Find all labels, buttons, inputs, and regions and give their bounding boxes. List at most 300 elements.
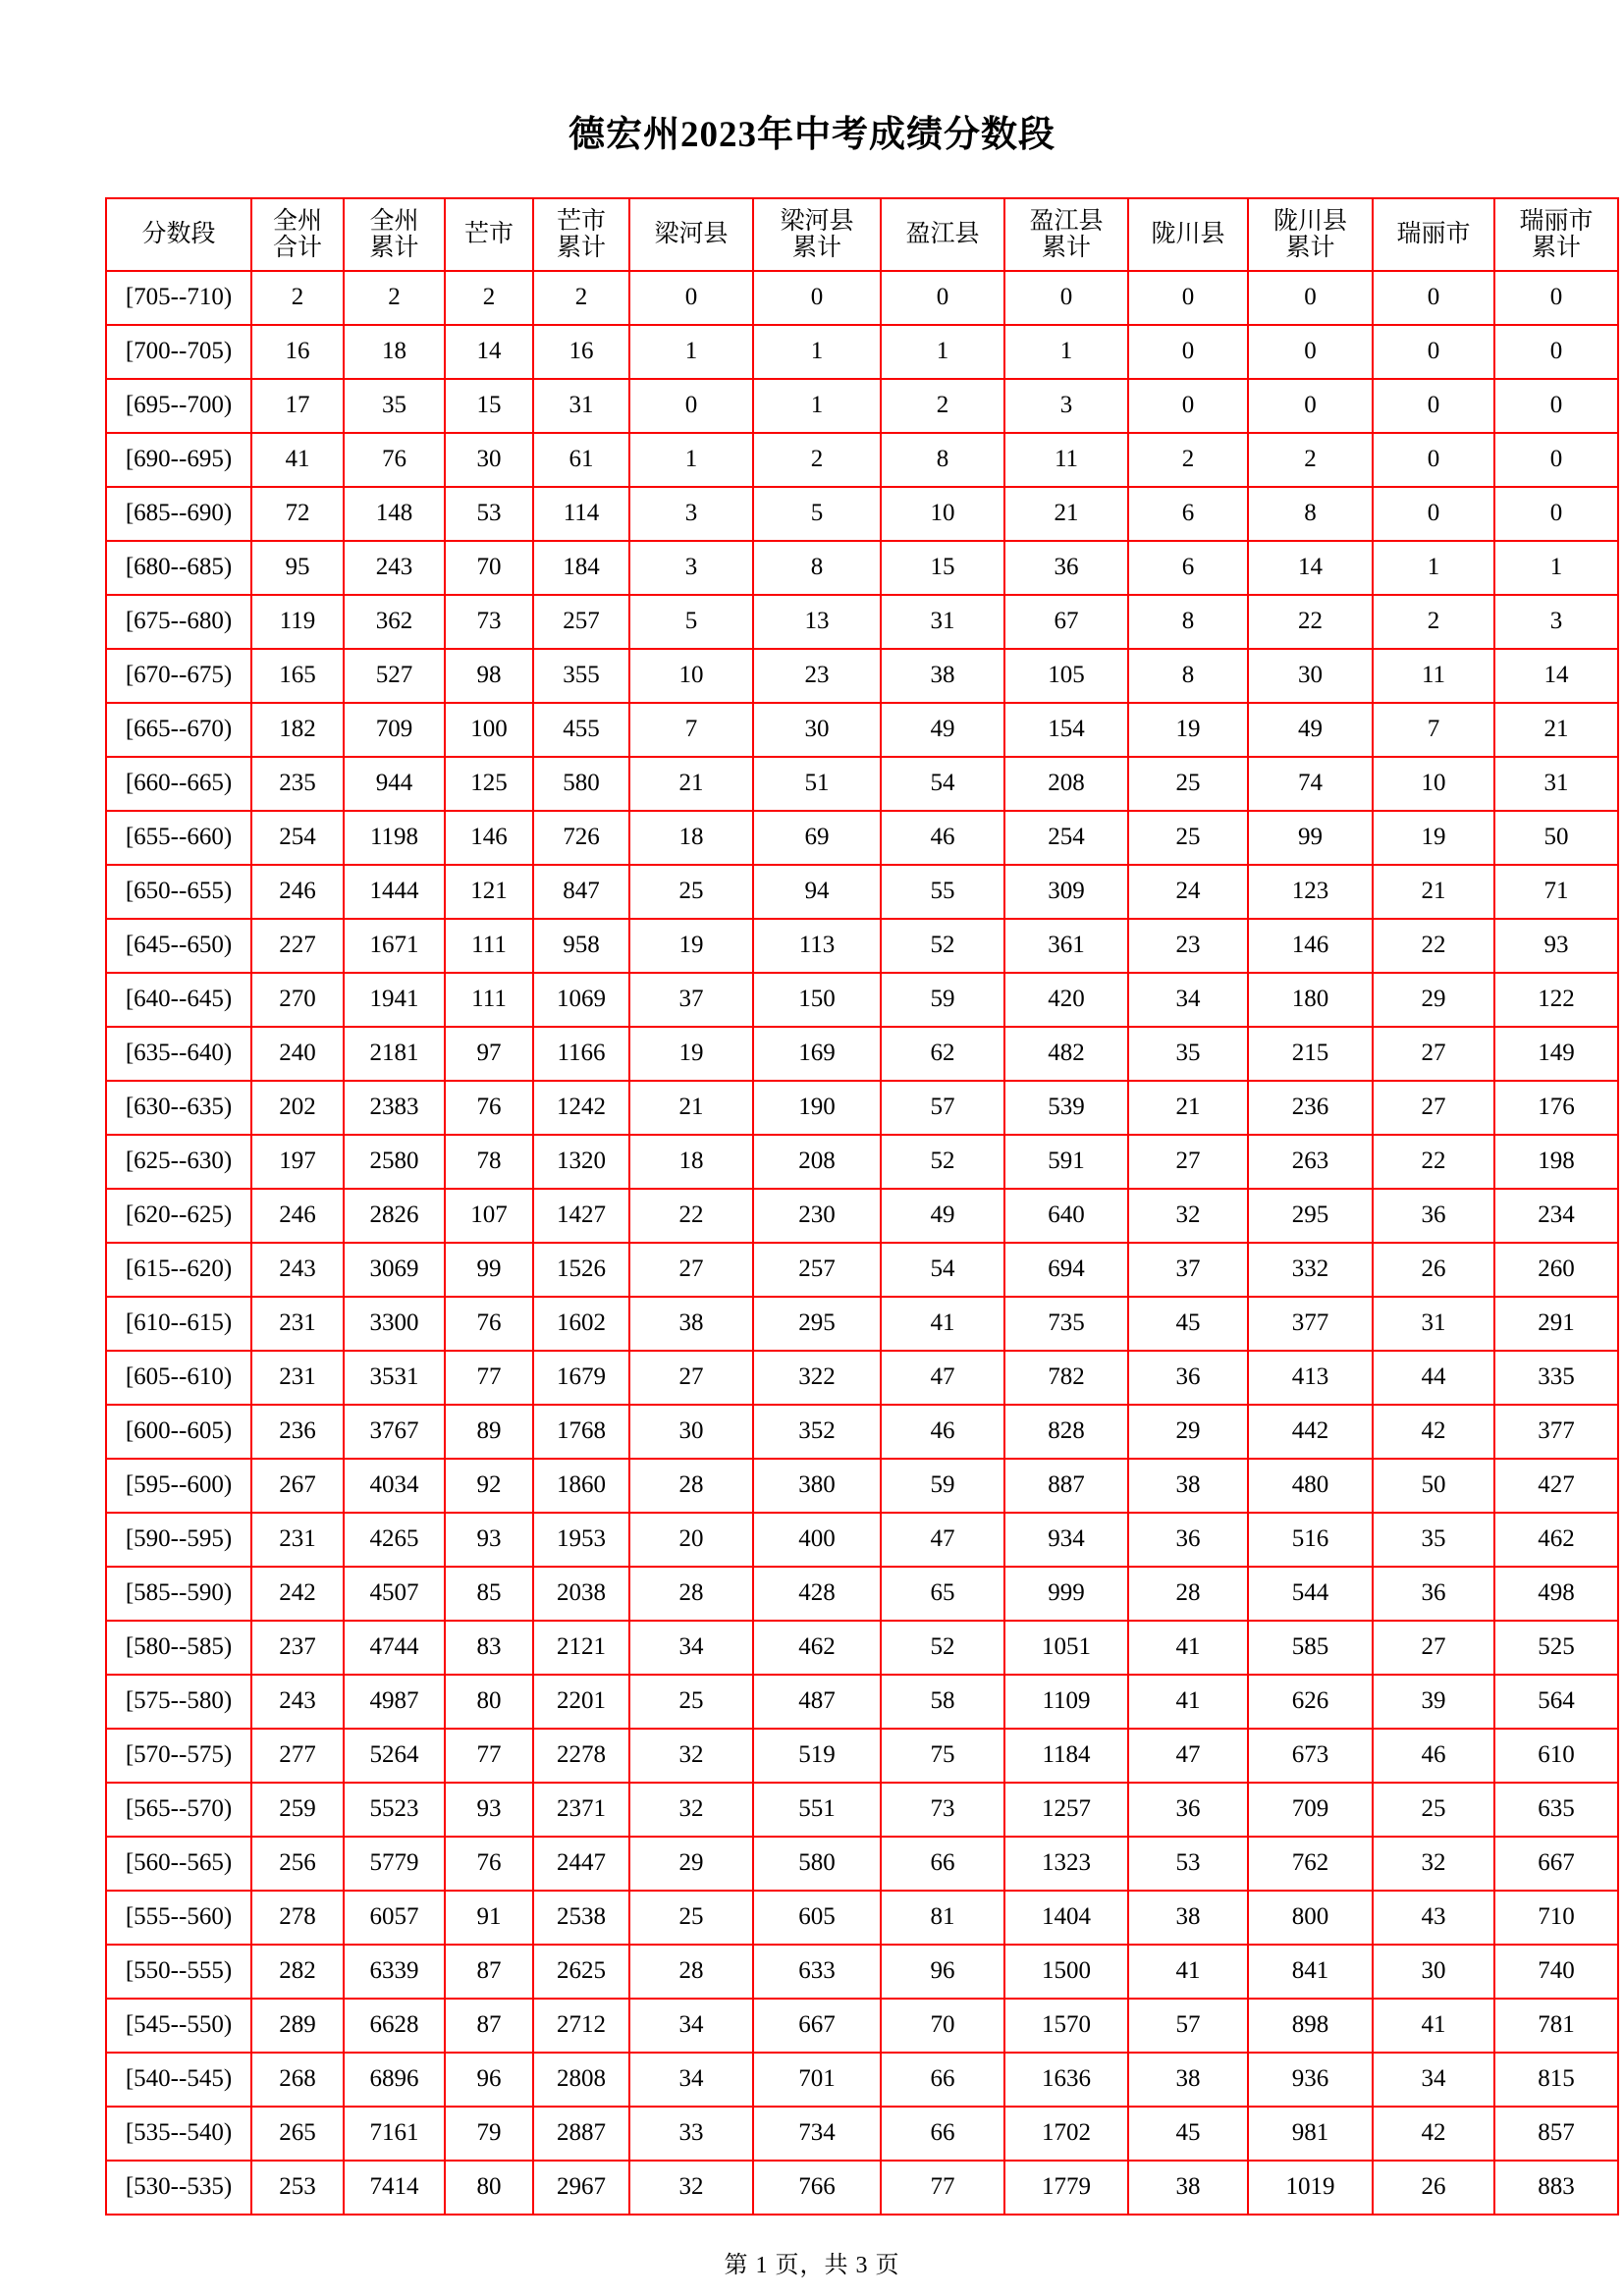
data-cell: 709 <box>344 703 445 757</box>
data-cell: 31 <box>1373 1297 1494 1351</box>
data-cell: 242 <box>251 1567 344 1621</box>
data-cell: 107 <box>445 1189 533 1243</box>
data-cell: 32 <box>629 1783 753 1837</box>
data-cell: 1 <box>753 325 881 379</box>
data-cell: 87 <box>445 1999 533 2053</box>
data-cell: 22 <box>1248 595 1373 649</box>
data-cell: 10 <box>629 649 753 703</box>
data-cell: 282 <box>251 1945 344 1999</box>
data-cell: 462 <box>753 1621 881 1675</box>
data-cell: 8 <box>881 433 1004 487</box>
data-cell: 1257 <box>1004 1783 1128 1837</box>
data-cell: 197 <box>251 1135 344 1189</box>
data-cell: 19 <box>629 919 753 973</box>
data-cell: 0 <box>1373 325 1494 379</box>
data-cell: 5 <box>753 487 881 541</box>
data-cell: 482 <box>1004 1027 1128 1081</box>
table-row <box>106 1999 1618 2053</box>
data-cell: 34 <box>629 2053 753 2107</box>
table-row <box>106 1621 1618 1675</box>
data-cell: 57 <box>881 1081 1004 1135</box>
table-row <box>106 2161 1618 2215</box>
data-cell: 2887 <box>533 2107 629 2161</box>
column-header-10 <box>1248 198 1373 271</box>
score-range-cell: [630--635) <box>106 1081 251 1135</box>
column-header-3 <box>445 198 533 271</box>
data-cell: 111 <box>445 919 533 973</box>
score-range-cell: [580--585) <box>106 1621 251 1675</box>
data-cell: 70 <box>445 541 533 595</box>
data-cell: 45 <box>1128 2107 1248 2161</box>
data-cell: 15 <box>445 379 533 433</box>
data-cell: 35 <box>344 379 445 433</box>
data-cell: 6896 <box>344 2053 445 2107</box>
score-range-cell: [640--645) <box>106 973 251 1027</box>
data-cell: 78 <box>445 1135 533 1189</box>
data-cell: 0 <box>1494 487 1618 541</box>
score-range-cell: [565--570) <box>106 1783 251 1837</box>
data-cell: 231 <box>251 1351 344 1405</box>
data-cell: 39 <box>1373 1675 1494 1729</box>
data-cell: 5 <box>629 595 753 649</box>
score-range-cell: [675--680) <box>106 595 251 649</box>
score-range-cell: [590--595) <box>106 1513 251 1567</box>
data-cell: 38 <box>881 649 1004 703</box>
column-header-1 <box>251 198 344 271</box>
data-cell: 29 <box>1373 973 1494 1027</box>
data-cell: 766 <box>753 2161 881 2215</box>
data-cell: 46 <box>1373 1729 1494 1783</box>
data-cell: 322 <box>753 1351 881 1405</box>
table-row <box>106 2107 1618 2161</box>
data-cell: 1570 <box>1004 1999 1128 2053</box>
column-header-line: 芒市 <box>556 207 606 235</box>
data-cell: 150 <box>753 973 881 1027</box>
data-cell: 52 <box>881 919 1004 973</box>
data-cell: 1184 <box>1004 1729 1128 1783</box>
data-cell: 1 <box>1373 541 1494 595</box>
data-cell: 208 <box>753 1135 881 1189</box>
data-cell: 231 <box>251 1513 344 1567</box>
data-cell: 182 <box>251 703 344 757</box>
table-header <box>106 198 1618 271</box>
data-cell: 2 <box>251 271 344 325</box>
column-header-line: 累计 <box>1285 234 1335 261</box>
data-cell: 2712 <box>533 1999 629 2053</box>
data-cell: 36 <box>1128 1513 1248 1567</box>
score-range-cell: [560--565) <box>106 1837 251 1891</box>
data-cell: 41 <box>1128 1675 1248 1729</box>
data-cell: 0 <box>1373 487 1494 541</box>
data-cell: 36 <box>1128 1783 1248 1837</box>
data-cell: 2371 <box>533 1783 629 1837</box>
data-cell: 1166 <box>533 1027 629 1081</box>
data-cell: 46 <box>881 1405 1004 1459</box>
score-range-cell: [600--605) <box>106 1405 251 1459</box>
data-cell: 400 <box>753 1513 881 1567</box>
data-cell: 633 <box>753 1945 881 1999</box>
data-cell: 2278 <box>533 1729 629 1783</box>
data-cell: 667 <box>1494 1837 1618 1891</box>
data-cell: 1860 <box>533 1459 629 1513</box>
data-cell: 28 <box>1128 1567 1248 1621</box>
data-cell: 52 <box>881 1135 1004 1189</box>
data-cell: 999 <box>1004 1567 1128 1621</box>
data-cell: 35 <box>1128 1027 1248 1081</box>
data-cell: 25 <box>629 1675 753 1729</box>
data-cell: 53 <box>1128 1837 1248 1891</box>
data-cell: 246 <box>251 1189 344 1243</box>
data-cell: 62 <box>881 1027 1004 1081</box>
data-cell: 1602 <box>533 1297 629 1351</box>
data-cell: 41 <box>1128 1945 1248 1999</box>
data-cell: 7 <box>1373 703 1494 757</box>
data-cell: 0 <box>1128 271 1248 325</box>
data-cell: 37 <box>1128 1243 1248 1297</box>
data-cell: 710 <box>1494 1891 1618 1945</box>
table-row <box>106 1135 1618 1189</box>
data-cell: 8 <box>753 541 881 595</box>
column-header-line: 合计 <box>272 234 322 261</box>
data-cell: 1198 <box>344 811 445 865</box>
data-cell: 66 <box>881 2053 1004 2107</box>
data-cell: 1427 <box>533 1189 629 1243</box>
data-cell: 580 <box>533 757 629 811</box>
data-cell: 413 <box>1248 1351 1373 1405</box>
data-cell: 93 <box>445 1513 533 1567</box>
data-cell: 32 <box>1128 1189 1248 1243</box>
data-cell: 34 <box>629 1621 753 1675</box>
data-cell: 77 <box>881 2161 1004 2215</box>
data-cell: 734 <box>753 2107 881 2161</box>
data-cell: 100 <box>445 703 533 757</box>
data-cell: 635 <box>1494 1783 1618 1837</box>
data-cell: 2826 <box>344 1189 445 1243</box>
data-cell: 420 <box>1004 973 1128 1027</box>
data-cell: 57 <box>1128 1999 1248 2053</box>
data-cell: 81 <box>881 1891 1004 1945</box>
data-cell: 98 <box>445 649 533 703</box>
data-cell: 25 <box>1128 757 1248 811</box>
data-cell: 828 <box>1004 1405 1128 1459</box>
data-cell: 1768 <box>533 1405 629 1459</box>
data-cell: 74 <box>1248 757 1373 811</box>
score-distribution-table <box>105 197 1619 2216</box>
data-cell: 0 <box>1128 325 1248 379</box>
data-cell: 83 <box>445 1621 533 1675</box>
data-cell: 38 <box>1128 2161 1248 2215</box>
data-cell: 49 <box>881 703 1004 757</box>
data-cell: 21 <box>629 1081 753 1135</box>
data-cell: 944 <box>344 757 445 811</box>
data-cell: 208 <box>1004 757 1128 811</box>
data-cell: 610 <box>1494 1729 1618 1783</box>
data-cell: 97 <box>445 1027 533 1081</box>
column-header-line: 累计 <box>1531 234 1581 261</box>
data-cell: 0 <box>1494 271 1618 325</box>
data-cell: 3 <box>1494 595 1618 649</box>
data-cell: 270 <box>251 973 344 1027</box>
data-cell: 4507 <box>344 1567 445 1621</box>
data-cell: 77 <box>445 1351 533 1405</box>
data-cell: 16 <box>533 325 629 379</box>
data-cell: 77 <box>445 1729 533 1783</box>
column-header-2 <box>344 198 445 271</box>
data-cell: 41 <box>1373 1999 1494 2053</box>
table-row <box>106 433 1618 487</box>
data-cell: 0 <box>1128 379 1248 433</box>
data-cell: 13 <box>753 595 881 649</box>
data-cell: 898 <box>1248 1999 1373 2053</box>
data-cell: 0 <box>629 379 753 433</box>
score-range-cell: [545--550) <box>106 1999 251 2053</box>
data-cell: 11 <box>1373 649 1494 703</box>
table-row <box>106 1729 1618 1783</box>
data-cell: 18 <box>344 325 445 379</box>
data-cell: 27 <box>1373 1621 1494 1675</box>
data-cell: 934 <box>1004 1513 1128 1567</box>
data-cell: 47 <box>881 1351 1004 1405</box>
data-cell: 71 <box>1494 865 1618 919</box>
table-row <box>106 1675 1618 1729</box>
data-cell: 85 <box>445 1567 533 1621</box>
data-cell: 7414 <box>344 2161 445 2215</box>
data-cell: 564 <box>1494 1675 1618 1729</box>
data-cell: 42 <box>1373 1405 1494 1459</box>
column-header-line: 陇川县 <box>1151 221 1225 248</box>
data-cell: 31 <box>881 595 1004 649</box>
data-cell: 377 <box>1494 1405 1618 1459</box>
data-cell: 3069 <box>344 1243 445 1297</box>
data-cell: 295 <box>1248 1189 1373 1243</box>
data-cell: 34 <box>1128 973 1248 1027</box>
data-cell: 89 <box>445 1405 533 1459</box>
data-cell: 28 <box>629 1945 753 1999</box>
data-cell: 815 <box>1494 2053 1618 2107</box>
data-cell: 36 <box>1128 1351 1248 1405</box>
column-header-5 <box>629 198 753 271</box>
data-cell: 146 <box>445 811 533 865</box>
score-range-cell: [680--685) <box>106 541 251 595</box>
data-cell: 2 <box>1128 433 1248 487</box>
data-cell: 69 <box>753 811 881 865</box>
data-cell: 36 <box>1004 541 1128 595</box>
data-cell: 80 <box>445 1675 533 1729</box>
data-cell: 32 <box>629 2161 753 2215</box>
data-cell: 27 <box>1373 1081 1494 1135</box>
data-cell: 99 <box>445 1243 533 1297</box>
data-cell: 29 <box>1128 1405 1248 1459</box>
data-cell: 1941 <box>344 973 445 1027</box>
data-cell: 70 <box>881 1999 1004 2053</box>
data-cell: 19 <box>629 1027 753 1081</box>
table-header-row <box>106 198 1618 271</box>
score-range-cell: [605--610) <box>106 1351 251 1405</box>
data-cell: 295 <box>753 1297 881 1351</box>
data-cell: 235 <box>251 757 344 811</box>
data-cell: 58 <box>881 1675 1004 1729</box>
data-cell: 73 <box>445 595 533 649</box>
data-cell: 291 <box>1494 1297 1618 1351</box>
score-range-cell: [595--600) <box>106 1459 251 1513</box>
data-cell: 257 <box>753 1243 881 1297</box>
data-cell: 428 <box>753 1567 881 1621</box>
data-cell: 41 <box>1128 1621 1248 1675</box>
data-cell: 10 <box>1373 757 1494 811</box>
data-cell: 215 <box>1248 1027 1373 1081</box>
column-header-line: 全州 <box>272 207 322 235</box>
data-cell: 3 <box>1004 379 1128 433</box>
data-cell: 20 <box>629 1513 753 1567</box>
data-cell: 15 <box>881 541 1004 595</box>
data-cell: 14 <box>1248 541 1373 595</box>
data-cell: 22 <box>1373 1135 1494 1189</box>
table-row <box>106 865 1618 919</box>
data-cell: 1636 <box>1004 2053 1128 2107</box>
data-cell: 66 <box>881 2107 1004 2161</box>
data-cell: 4034 <box>344 1459 445 1513</box>
score-range-cell: [620--625) <box>106 1189 251 1243</box>
data-cell: 54 <box>881 1243 1004 1297</box>
score-range-cell: [660--665) <box>106 757 251 811</box>
data-cell: 361 <box>1004 919 1128 973</box>
data-cell: 30 <box>1373 1945 1494 1999</box>
column-header-line: 累计 <box>1041 234 1091 261</box>
column-header-line: 盈江县 <box>1029 207 1104 235</box>
data-cell: 1 <box>881 325 1004 379</box>
data-cell: 23 <box>1128 919 1248 973</box>
data-cell: 462 <box>1494 1513 1618 1567</box>
data-cell: 35 <box>1373 1513 1494 1567</box>
data-cell: 455 <box>533 703 629 757</box>
data-cell: 591 <box>1004 1135 1128 1189</box>
score-range-cell: [650--655) <box>106 865 251 919</box>
data-cell: 198 <box>1494 1135 1618 1189</box>
data-cell: 1109 <box>1004 1675 1128 1729</box>
data-cell: 18 <box>629 811 753 865</box>
data-cell: 95 <box>251 541 344 595</box>
score-range-cell: [655--660) <box>106 811 251 865</box>
data-cell: 14 <box>445 325 533 379</box>
data-cell: 24 <box>1128 865 1248 919</box>
score-range-cell: [585--590) <box>106 1567 251 1621</box>
score-range-cell: [610--615) <box>106 1297 251 1351</box>
column-header-6 <box>753 198 881 271</box>
data-cell: 263 <box>1248 1135 1373 1189</box>
table-row <box>106 811 1618 865</box>
data-cell: 54 <box>881 757 1004 811</box>
data-cell: 2 <box>344 271 445 325</box>
data-cell: 93 <box>445 1783 533 1837</box>
column-header-line: 累计 <box>556 234 606 261</box>
data-cell: 260 <box>1494 1243 1618 1297</box>
data-cell: 268 <box>251 2053 344 2107</box>
data-cell: 176 <box>1494 1081 1618 1135</box>
data-cell: 114 <box>533 487 629 541</box>
data-cell: 27 <box>1128 1135 1248 1189</box>
data-cell: 1953 <box>533 1513 629 1567</box>
column-header-line: 梁河县 <box>654 221 729 248</box>
data-cell: 527 <box>344 649 445 703</box>
column-header-0 <box>106 198 251 271</box>
column-header-line: 累计 <box>791 234 841 261</box>
data-cell: 6339 <box>344 1945 445 1999</box>
score-range-cell: [530--535) <box>106 2161 251 2215</box>
table-row <box>106 541 1618 595</box>
data-cell: 75 <box>881 1729 1004 1783</box>
data-cell: 1500 <box>1004 1945 1128 1999</box>
data-cell: 38 <box>1128 1891 1248 1945</box>
data-cell: 958 <box>533 919 629 973</box>
data-cell: 30 <box>753 703 881 757</box>
data-cell: 2 <box>1248 433 1373 487</box>
data-cell: 519 <box>753 1729 881 1783</box>
page-footer: 第 1 页，共 3 页 <box>724 2252 900 2278</box>
data-cell: 1702 <box>1004 2107 1128 2161</box>
data-cell: 427 <box>1494 1459 1618 1513</box>
data-cell: 146 <box>1248 919 1373 973</box>
data-cell: 2808 <box>533 2053 629 2107</box>
data-cell: 66 <box>881 1837 1004 1891</box>
data-cell: 6 <box>1128 487 1248 541</box>
column-header-8 <box>1004 198 1128 271</box>
data-cell: 11 <box>1004 433 1128 487</box>
data-cell: 119 <box>251 595 344 649</box>
data-cell: 4744 <box>344 1621 445 1675</box>
score-range-cell: [625--630) <box>106 1135 251 1189</box>
table-body <box>106 271 1618 2215</box>
data-cell: 380 <box>753 1459 881 1513</box>
data-cell: 0 <box>753 271 881 325</box>
table-row <box>106 1243 1618 1297</box>
data-cell: 80 <box>445 2161 533 2215</box>
data-cell: 76 <box>445 1837 533 1891</box>
data-cell: 2 <box>445 271 533 325</box>
data-cell: 148 <box>344 487 445 541</box>
table-row <box>106 271 1618 325</box>
data-cell: 580 <box>753 1837 881 1891</box>
data-cell: 254 <box>251 811 344 865</box>
data-cell: 2625 <box>533 1945 629 1999</box>
data-cell: 16 <box>251 325 344 379</box>
table-row <box>106 1189 1618 1243</box>
data-cell: 21 <box>1004 487 1128 541</box>
data-cell: 65 <box>881 1567 1004 1621</box>
data-cell: 27 <box>629 1243 753 1297</box>
column-header-line: 分数段 <box>141 221 216 248</box>
data-cell: 5523 <box>344 1783 445 1837</box>
data-cell: 1671 <box>344 919 445 973</box>
data-cell: 25 <box>1373 1783 1494 1837</box>
data-cell: 122 <box>1494 973 1618 1027</box>
table-row <box>106 703 1618 757</box>
data-cell: 3531 <box>344 1351 445 1405</box>
data-cell: 8 <box>1128 595 1248 649</box>
data-cell: 154 <box>1004 703 1128 757</box>
column-header-line: 累计 <box>369 234 419 261</box>
data-cell: 227 <box>251 919 344 973</box>
data-cell: 857 <box>1494 2107 1618 2161</box>
data-cell: 79 <box>445 2107 533 2161</box>
data-cell: 516 <box>1248 1513 1373 1567</box>
data-cell: 0 <box>1373 433 1494 487</box>
data-cell: 5264 <box>344 1729 445 1783</box>
data-cell: 841 <box>1248 1945 1373 1999</box>
data-cell: 551 <box>753 1783 881 1837</box>
data-cell: 21 <box>1373 865 1494 919</box>
data-cell: 2 <box>881 379 1004 433</box>
data-cell: 2038 <box>533 1567 629 1621</box>
